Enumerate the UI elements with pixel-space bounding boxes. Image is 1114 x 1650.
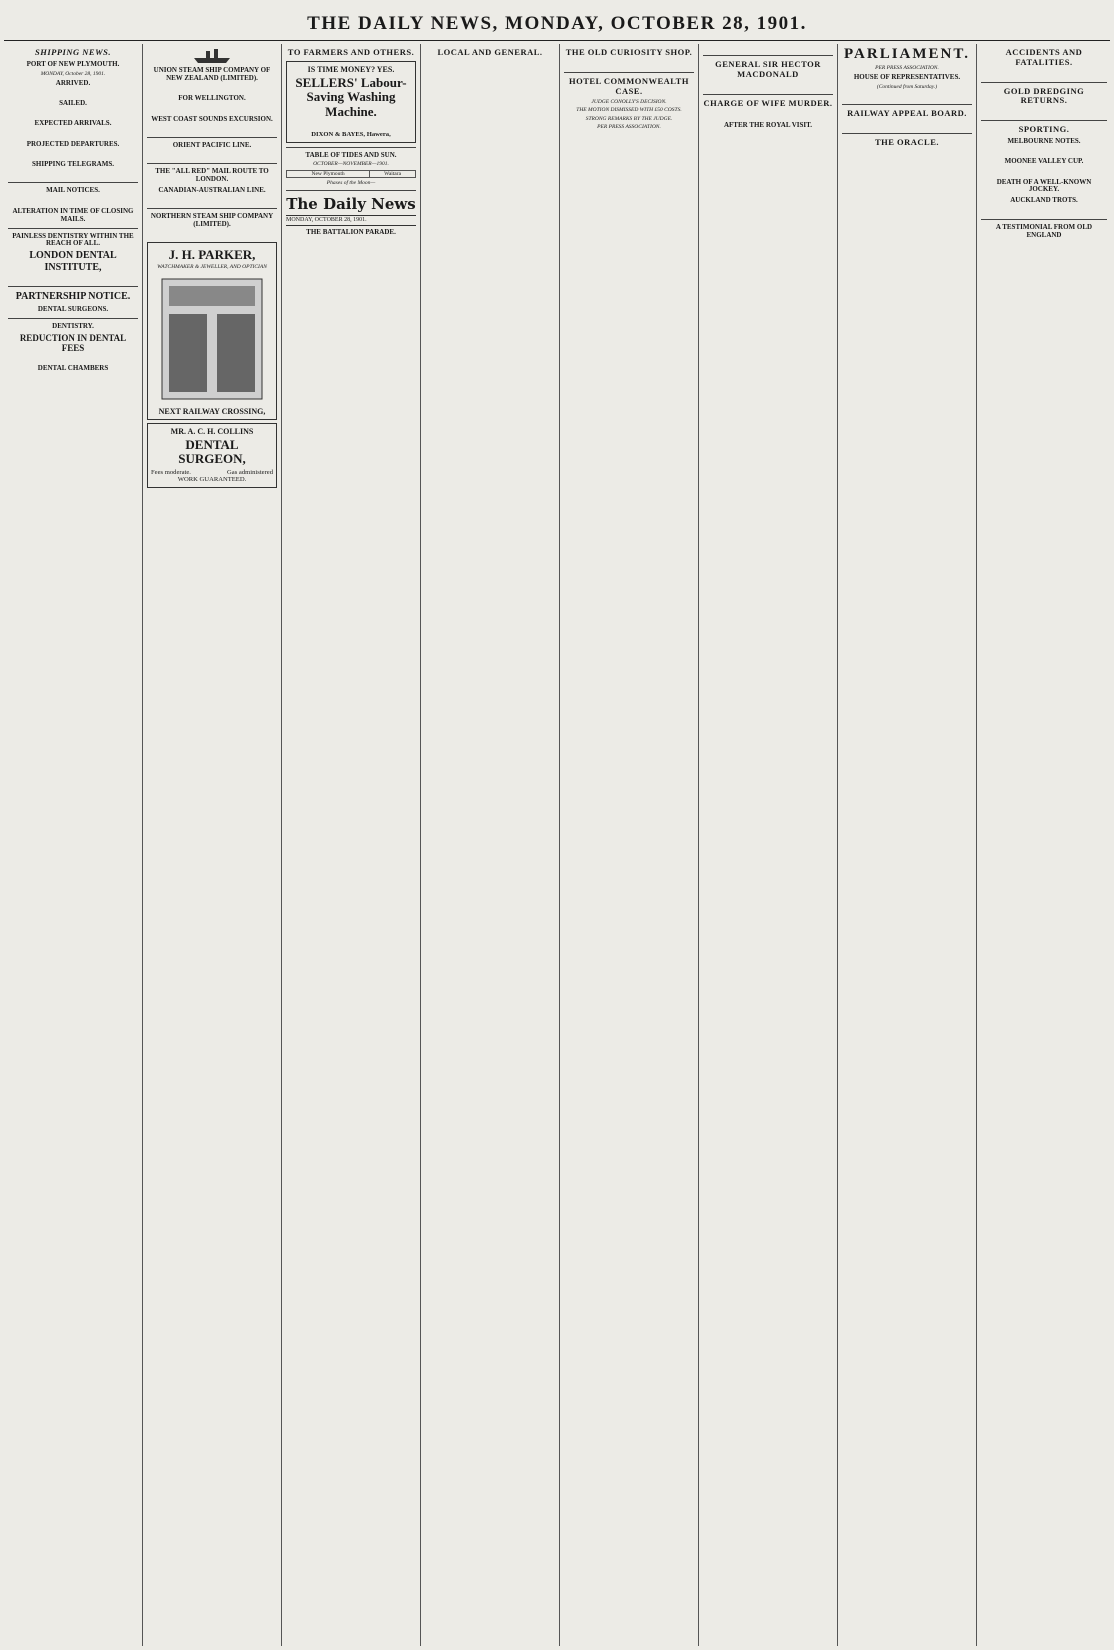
mail-heading: MAIL NOTICES. [46,186,100,195]
dental-institute: LONDON DENTAL INSTITUTE, [29,250,117,273]
parker-sub: WATCHMAKER & JEWELLER, AND OPTICIAN [157,264,267,271]
filler-text [703,44,833,51]
filler-text [425,61,555,68]
divider [703,55,833,56]
divider [8,318,138,319]
tide-col-new-plymouth: New Plymouth [287,170,370,177]
testimonial-heading: A TESTIMONIAL FROM OLD ENGLAND [995,222,1093,239]
masthead [0,0,1114,40]
dentistry-heading: DENTISTRY. [52,321,94,330]
washing-machine-ad [286,61,416,143]
orient-heading: ORIENT PACIFIC LINE. [172,140,252,149]
macdonald-heading: GENERAL SIR HECTOR MACDONALD [715,59,821,80]
filler-text [981,242,1107,249]
column-editorial [282,44,421,1646]
time-money: IS TIME MONEY? YES. [307,64,395,74]
masthead-title: THE DAILY NEWS, MONDAY, OCTOBER 28, 1901. [307,13,807,34]
railway-crossing: NEXT RAILWAY CROSSING, [158,406,266,416]
filler-text [981,148,1107,155]
sailed-heading: SAILED. [59,99,87,108]
fees-text: Fees moderate. [151,469,191,477]
steamship-icon [192,46,232,64]
moon-phases: Phases of the Moon— [326,179,376,186]
divider [842,133,972,134]
oracle-heading: THE ORACLE. [874,136,940,147]
melbourne-heading: MELBOURNE NOTES. [1007,136,1081,145]
motion-dismissed: THE MOTION DISMISSED WITH £50 COSTS. [576,107,682,114]
gas-text: Gas administered [227,469,273,477]
accidents-heading: ACCIDENTS AND FATALITIES. [1005,47,1083,67]
mooney-heading: MOONEE VALLEY CUP. [1004,157,1084,166]
filler-text [147,231,277,238]
divider [703,94,833,95]
divider [981,82,1107,83]
filler-text [703,83,833,90]
shipping-heading: SHIPPING NEWS. [35,47,111,57]
column-steamship-ads [143,44,282,1646]
filler-text [8,355,138,362]
farmers-heading: TO FARMERS AND OTHERS. [287,47,415,57]
filler-text [981,70,1107,77]
filler-text [147,197,277,204]
sporting-heading: SPORTING. [1018,124,1070,135]
hotel-sub: JUDGE CONOLLY'S DECISION. [591,99,667,106]
telegrams-heading: SHIPPING TELEGRAMS. [32,160,114,169]
divider [842,104,972,105]
sellers-title: SELLERS' Labour-Saving Washing Machine. [295,74,407,119]
columns [4,44,1110,1646]
filler-text [842,92,972,99]
collins-name: MR. A. C. H. COLLINS [170,426,254,436]
filler-text [703,132,833,139]
wellington-heading: FOR WELLINGTON. [178,94,246,103]
paper-title: The Daily News [286,195,416,214]
column-sporting [977,44,1111,1646]
parker-ad [147,242,277,420]
filler-text [8,151,138,158]
dental-surgeons: DENTAL SURGEONS. [37,304,109,313]
divider [147,208,277,209]
tides-month: OCTOBER—NOVEMBER—1901. [313,161,389,168]
divider [286,190,416,191]
tide-table [286,170,416,178]
painless-heading: PAINLESS DENTISTRY WITHIN THE REACH OF ALL. [12,231,134,248]
divider [981,120,1107,121]
local-heading: LOCAL AND GENERAL. [437,47,543,57]
canadian-heading: CANADIAN-AUSTRALIAN LINE. [158,186,266,195]
divider [8,228,138,229]
filler-text [981,168,1107,175]
divider [981,219,1107,220]
divider [286,147,416,148]
reduction-heading: REDUCTION IN DENTAL FEES [19,332,127,353]
filler-text [8,171,138,178]
arrived-heading: ARRIVED. [55,78,91,87]
divider [564,72,694,73]
filler-text [147,85,277,92]
filler-text [981,109,1107,116]
parliament-press: PER PRESS ASSOCIATION. [875,64,939,71]
tides-heading: TABLE OF TIDES AND SUN. [305,150,397,159]
filler-text [8,130,138,137]
filler-text [147,105,277,112]
shipping-date: MONDAY, October 28, 1901. [40,70,106,77]
filler-text [981,207,1107,214]
divider [147,137,277,138]
filler-text [290,122,412,129]
battalion-heading: THE BATTALION PARADE. [306,227,396,236]
dixon-bayes: DIXON & BAYES, Hawera, [311,131,391,139]
dental-chambers: DENTAL CHAMBERS [37,364,109,373]
divider [8,182,138,183]
northern-heading: NORTHERN STEAM SHIP COMPANY (LIMITED). [150,212,274,229]
filler-text [286,239,416,246]
filler-text [8,197,138,204]
union-header: UNION STEAM SHIP COMPANY OF NEW ZEALAND (LIMITED). [153,66,271,82]
collins-fees-row [151,469,273,476]
continued-note: (Continued from Saturday.) [876,84,938,91]
divider [8,286,138,287]
filler-text [703,112,833,119]
filler-text [8,275,138,282]
port-heading: PORT OF NEW PLYMOUTH. [26,59,120,68]
tide-header-row [287,170,416,177]
expected-heading: EXPECTED ARRIVALS. [34,119,112,128]
shopfront-illustration [157,274,267,404]
royal-visit-heading: AFTER THE ROYAL VISIT. [723,121,813,130]
filler-text [564,61,694,68]
house-heading: HOUSE OF REPRESENTATIVES. [853,73,961,82]
filler-text [8,90,138,97]
column-curiosity [560,44,699,1646]
column-local [421,44,560,1646]
all-red-heading: THE "ALL RED" MAIL ROUTE TO LONDON. [155,167,269,184]
paper-date: MONDAY, OCTOBER 28, 1901. [286,217,367,224]
alteration-heading: ALTERATION IN TIME OF CLOSING MAILS. [12,206,134,223]
filler-text [842,121,972,128]
curiosity-heading: THE OLD CURIOSITY SHOP. [565,47,693,57]
divider [147,163,277,164]
guarantee-text: WORK GUARANTEED. [177,476,247,484]
collins-sub: DENTAL SURGEON, [178,436,246,467]
gold-heading: GOLD DREDGING RETURNS. [1003,85,1085,106]
tide-col-waitara: Waitara [370,170,416,177]
parliament-title: PARLIAMENT. [843,46,971,62]
appeal-heading: RAILWAY APPEAL BOARD. [847,107,967,118]
parker-name: J. H. PARKER, [168,246,256,262]
auckland-heading: AUCKLAND TROTS. [1010,196,1078,205]
projected-heading: PROJECTED DEPARTURES. [26,139,120,148]
west-coast-heading: WEST COAST SOUNDS EXCURSION. [151,114,273,123]
filler-text [842,150,972,157]
masthead-rule [4,40,1110,41]
hotel-heading: HOTEL COMMONWEALTH CASE. [569,76,689,96]
jockey-heading: DEATH OF A WELL-KNOWN JOCKEY. [996,177,1092,194]
paper-dateline [286,215,416,226]
filler-text [8,110,138,117]
strong-remarks: STRONG REMARKS BY THE JUDGE. [585,115,673,122]
press-association: PER PRESS ASSOCIATION. [597,123,661,130]
partnership-notice: PARTNERSHIP NOTICE. [15,291,131,303]
wife-murder-heading: CHARGE OF WIFE MURDER. [703,98,833,109]
collins-ad [147,423,277,488]
filler-text [147,152,277,159]
column-law [699,44,838,1646]
filler-text [564,132,694,139]
filler-text [147,126,277,133]
column-parliament [838,44,977,1646]
column-shipping [4,44,143,1646]
